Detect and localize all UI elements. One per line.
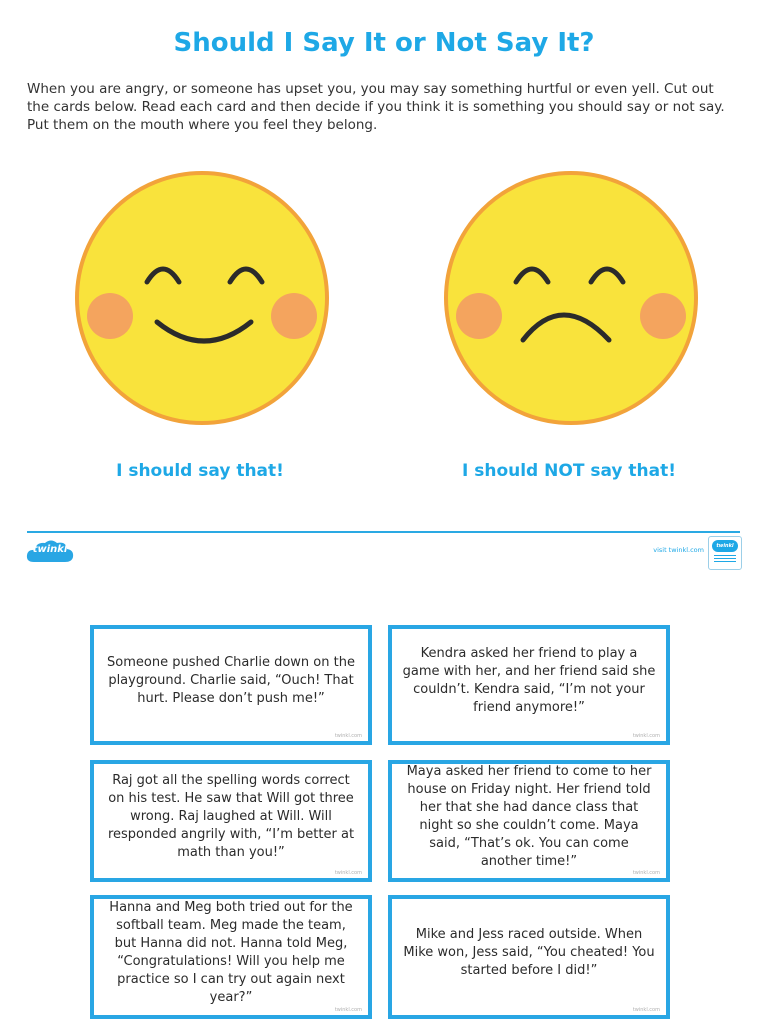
footer-divider <box>27 531 740 533</box>
card-hanna[interactable] <box>90 895 372 1019</box>
card-text: Kendra asked her friend to play a game with her, and her friend said she couldn’t. Kendra said, “I’m not your friend anymore!” <box>402 646 656 715</box>
card-kendra[interactable] <box>388 625 670 745</box>
should-not-say-label: I should NOT say that! <box>461 461 676 481</box>
page-title: Should I Say It or Not Say It? <box>173 28 595 58</box>
logo-text: twinkl <box>32 544 68 555</box>
sad-face-icon <box>441 168 701 428</box>
card-text: Mike and Jess raced outside. When Mike won, Jess said, “You cheated! You started before I did!” <box>403 927 655 978</box>
badge-logo: twinkl <box>712 540 738 552</box>
twinkl-logo <box>26 538 74 564</box>
card-text: Hanna and Meg both tried out for the softball team. Meg made the team, but Hanna did not. Hanna told Meg, “Congratulations! Will you help me practice so I can try out again next year?” <box>109 900 353 1005</box>
visit-link[interactable]: visit twinkl.com <box>653 546 704 554</box>
card-watermark: twinkl.com <box>334 733 362 739</box>
card-maya[interactable] <box>388 760 670 882</box>
card-mike[interactable] <box>388 895 670 1019</box>
card-watermark: twinkl.com <box>632 1007 660 1013</box>
card-raj[interactable] <box>90 760 372 882</box>
badge-lines-icon <box>714 555 736 565</box>
card-watermark: twinkl.com <box>632 870 660 876</box>
card-charlie[interactable] <box>90 625 372 745</box>
instructions-text: When you are angry, or someone has upset you, you may say something hurtful or even yell. Cut out the cards below. Read each card and then decide if you think it is something you should say or not say. Put them on the mouth where you feel they belong. <box>27 81 725 133</box>
card-watermark: twinkl.com <box>334 1007 362 1013</box>
quality-badge <box>708 536 742 570</box>
card-text: Raj got all the spelling words correct on his test. He saw that Will got three wrong. Raj laughed at Will. Will responded angrily with, “I’m better at math than you!” <box>107 773 355 860</box>
card-text: Someone pushed Charlie down on the playground. Charlie said, “Ouch! That hurt. Please don’t push me!” <box>107 655 355 706</box>
card-text: Maya asked her friend to come to her house on Friday night. Her friend told her that she had dance class that night so she couldn’t come. Maya said, “That’s ok. You can come another time!” <box>406 764 652 869</box>
card-watermark: twinkl.com <box>334 870 362 876</box>
should-say-label: I should say that! <box>116 461 284 481</box>
happy-face-icon <box>72 168 332 428</box>
card-watermark: twinkl.com <box>632 733 660 739</box>
